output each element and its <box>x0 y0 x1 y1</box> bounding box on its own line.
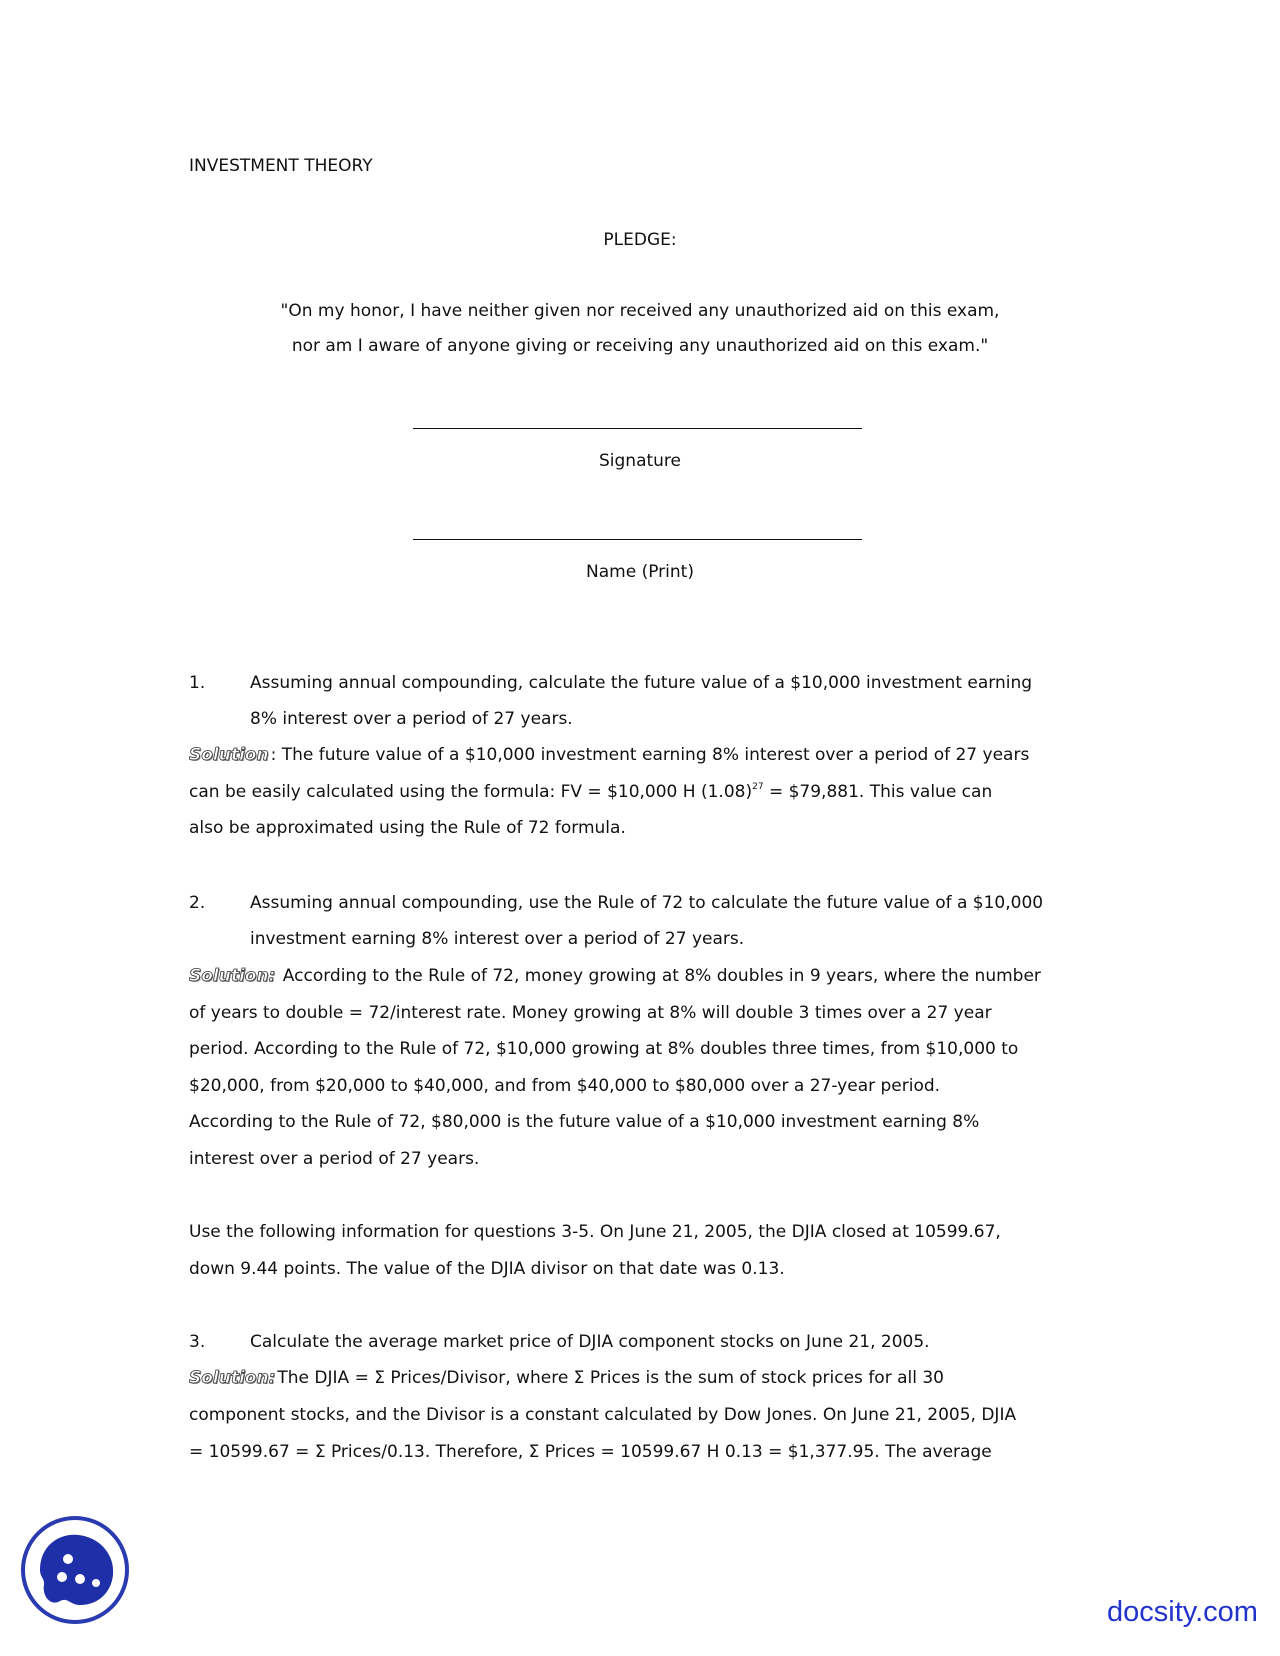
question-2-solution-line-3: period. According to the Rule of 72, $10,000 growing at 8% doubles three times, from $10,000 to <box>189 1039 1019 1059</box>
solution-label: Solution: <box>189 1368 276 1388</box>
question-1-line-2: 8% interest over a period of 27 years. <box>250 709 573 729</box>
document-title: INVESTMENT THEORY <box>189 156 373 176</box>
signature-line <box>413 428 862 429</box>
question-3-solution-line-3: = 10599.67 = Σ Prices/0.13. Therefore, Σ Prices = 10599.67 H 0.13 = $1,377.95. The average <box>189 1442 992 1462</box>
question-2-solution-line-5: According to the Rule of 72, $80,000 is the future value of a $10,000 investment earning 8% <box>189 1112 980 1132</box>
docsity-brand-text[interactable]: docsity.com <box>1107 1596 1258 1628</box>
solution-label: Solution <box>189 745 269 765</box>
docsity-logo-icon[interactable] <box>20 1515 130 1625</box>
name-line <box>413 539 862 540</box>
pledge-text-line-1: "On my honor, I have neither given nor received any unauthorized aid on this exam, <box>280 301 1000 321</box>
pledge-text-line-2: nor am I aware of anyone giving or receiving any unauthorized aid on this exam." <box>291 336 989 356</box>
question-3-solution-line-2: component stocks, and the Divisor is a constant calculated by Dow Jones. On June 21, 2005, DJIA <box>189 1405 1017 1425</box>
question-2-number: 2. <box>189 893 206 913</box>
signature-label: Signature <box>598 451 681 471</box>
question-2-solution-line-6: interest over a period of 27 years. <box>189 1149 480 1169</box>
question-2-line-2: investment earning 8% interest over a period of 27 years. <box>250 929 745 949</box>
question-1-solution-line-3: also be approximated using the Rule of 72 formula. <box>189 818 626 838</box>
question-3-solution-line-1: Solution: The DJIA = Σ Prices/Divisor, where Σ Prices is the sum of stock prices for all 30 <box>189 1368 944 1388</box>
question-1-solution-line-2: can be easily calculated using the formula: FV = $10,000 H $(1.08)^{27}$ = $79,881. This value can <box>189 782 993 802</box>
question-1-solution-line-1: Solution : The future value of a $10,000 investment earning 8% interest over a period of 27 years <box>189 745 1030 765</box>
exponent: 27 <box>752 782 764 792</box>
question-2-solution-line-2: of years to double = 72/interest rate. Money growing at 8% will double 3 times over a 27 year <box>189 1003 992 1023</box>
question-1-number: 1. <box>189 673 206 693</box>
question-3-number: 3. <box>189 1332 206 1352</box>
info-line-2: down 9.44 points. The value of the DJIA divisor on that date was 0.13. <box>189 1259 785 1279</box>
name-label: Name (Print) <box>586 562 694 582</box>
solution-label: Solution: <box>189 966 276 986</box>
question-2-solution-line-1: Solution: According to the Rule of 72, money growing at 8% doubles in 9 years, where the number <box>189 966 1041 986</box>
question-2-solution-line-4: $20,000, from $20,000 to $40,000, and from $40,000 to $80,000 over a 27-year period. <box>189 1076 941 1096</box>
info-line-1: Use the following information for questions 3-5. On June 21, 2005, the DJIA closed at 10599.67, <box>189 1222 1001 1242</box>
question-2-line-1: Assuming annual compounding, use the Rule of 72 to calculate the future value of a $10,000 <box>250 893 1044 913</box>
pledge-heading: PLEDGE: <box>603 230 677 250</box>
question-3-line-1: Calculate the average market price of DJIA component stocks on June 21, 2005. <box>250 1332 930 1352</box>
question-1-line-1: Assuming annual compounding, calculate the future value of a $10,000 investment earning <box>250 673 1033 693</box>
